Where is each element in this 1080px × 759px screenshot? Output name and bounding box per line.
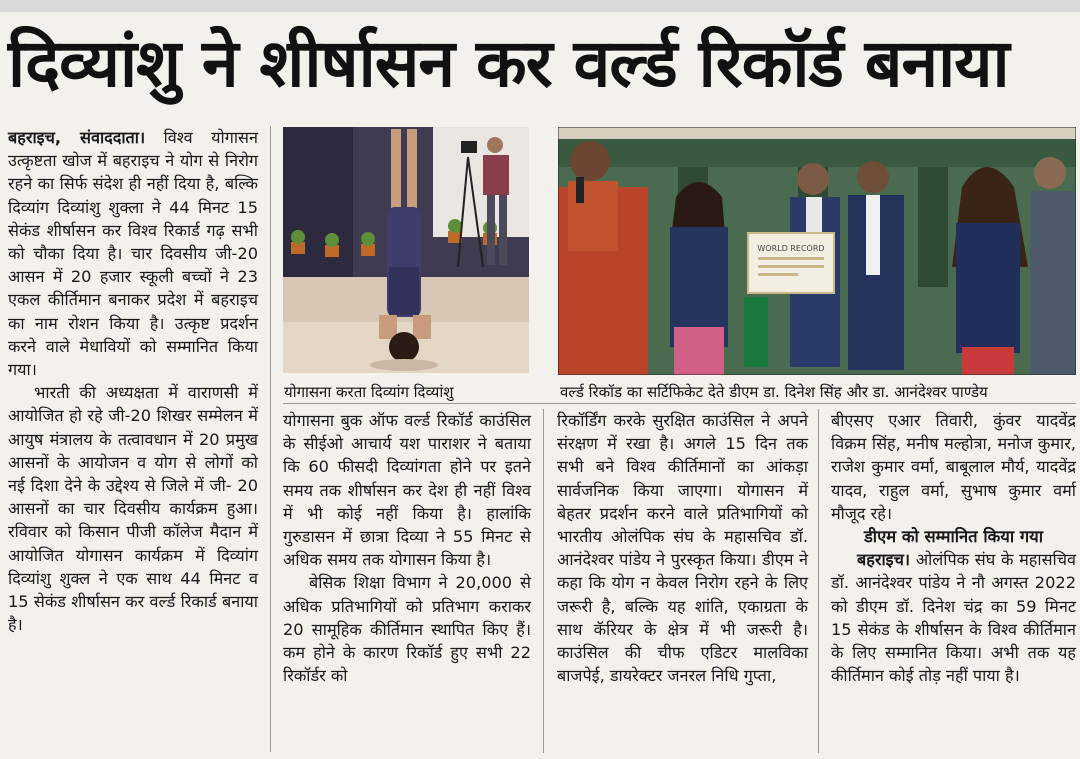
- photo-1-caption: योगासना करता दिव्यांग दिव्यांशु: [284, 383, 454, 401]
- caption-divider: [283, 403, 1076, 404]
- paragraph-4: बेसिक शिक्षा विभाग ने 20,000 से अधिक प्रतिभागियों को प्रतिभाग कराकर 20 सामूहिक कीर्तिमान स्थापित किए हैं। कम होने के कारण रिकॉर्ड हुए सभी 22 रिकॉर्डर को: [283, 573, 531, 686]
- article-column-1: [8, 126, 258, 636]
- paragraph-1: [8, 126, 258, 381]
- certificate-ceremony-image: [558, 127, 1076, 375]
- headline: दिव्यांशु ने शीर्षासन कर वर्ल्ड रिकॉर्ड बनाया: [8, 25, 1009, 102]
- certificate-text: WORLD RECORD: [757, 244, 825, 253]
- article-column-3: [557, 409, 808, 687]
- subheadline: डीएम को सम्मानित किया गया: [863, 527, 1043, 547]
- paragraph-7-text: ओलंपिक संघ के महासचिव डॉ. आनंदेश्वर पांडेय ने नौ अगस्त 2022 को डीएम डॉ. दिनेश चंद्र का 59 मिनट 15 सेकंड के शीर्षासन के विश्व कीर्तिमान के लिए सम्मानित किया। अभी तक यह कीर्तिमान कोई तोड़ नहीं पाया है।: [831, 550, 1076, 686]
- column-divider-2: [543, 409, 544, 753]
- photo-headstand: [283, 127, 529, 373]
- paragraph-3: योगासना बुक ऑफ वर्ल्ड रिकॉर्ड काउंसिल के सीईओ आचार्य यश पाराशर ने बताया कि 60 फीसदी दिव्यांगता होने पर इतने समय तक शीर्षासन कर देश ही नहीं विश्व में भी कोई नहीं किया है। हालांकि गुरुडासन में छात्रा दिव्या ने 55 मिनट से अधिक समय तक योगासन किया है।: [283, 411, 531, 570]
- dateline-2: बहराइच।: [857, 550, 911, 570]
- article-column-4: [831, 409, 1076, 687]
- column-divider: [270, 126, 271, 752]
- paragraph-7: [831, 548, 1076, 687]
- article-column-2: [283, 409, 531, 687]
- paragraph-2: भारती की अध्यक्षता में वाराणसी में आयोजित हो रहे जी-20 शिखर सम्मेलन में आयुष मंत्रालय के तत्वावधान में 20 प्रमुख आसनों के आयोजन व योग से लोगों को नई दिशा देने के उद्देश्य से जिले में जी- 20 आसनों का चार दिवसीय कार्यक्रम हुआ। रविवार को किसान पीजी कॉलेज मैदान में आयोजित योगासन कार्यक्रम में दिव्यांग दिव्यांशु शुक्ल ने एक साथ 44 मिनट व 15 सेकंड शीर्षासन कर वर्ल्ड रिकार्ड बनाया है।: [8, 383, 258, 635]
- paragraph-5: रिकॉर्डिंग करके सुरक्षित काउंसिल ने अपने संरक्षण में रखा है। अगले 15 दिन तक सभी बने विश्व कीर्तिमानों का आंकड़ा सार्वजनिक किया जाएगा। योगासन में बेहतर प्रदर्शन करने वाले प्रतिभागियों को भारतीय ओलंपिक संघ के महासचिव डॉ. आनंदेश्वर पांडेय ने पुरस्कृत किया। डीएम ने कहा कि योग न केवल निरोग रहने के लिए जरूरी है, बल्कि यह शांति, एकाग्रता के साथ कॅरियर के क्षेत्र में भी जरूरी है। काउंसिल की चीफ एडिटर मालविका बाजपेई, डायरेक्टर जनरल निधि गुप्ता,: [557, 411, 808, 686]
- paragraph-1-text: विश्व योगासन उत्कृष्टता खोज में बहराइच ने योग से निरोग रहने का सिर्फ संदेश ही नहीं दिया है, बल्कि दिव्यांग दिव्यांशु शुक्ला ने 44 मिनट 15 सेकंड शीर्षासन कर विश्व रिकार्ड गढ़ सभी को चौका दिया है। चार दिवसीय जी-20 आसन में 20 हजार स्कूली बच्चों ने 23 एकल कीर्तिमान बनाकर प्रदेश में बहराइच का नाम रोशन किया है। उत्कृष्ट प्रदर्शन करने वाले मेधावियों को सम्मानित किया गया।: [8, 128, 258, 380]
- dateline: बहराइच, संवाददाता।: [8, 128, 146, 147]
- paragraph-6: बीएसए एआर तिवारी, कुंवर यादवेंद्र विक्रम सिंह, मनीष मल्होत्रा, मनोज कुमार, राजेश कुमार वर्मा, बाबूलाल मौर्य, यादवेंद्र यादव, राहुल वर्मा, सुभाष कुमार वर्मा मौजूद रहे।: [831, 411, 1076, 523]
- photo-2-caption: वर्ल्ड रिकॉड का सर्टिफिकेट देते डीएम डा. दिनेश सिंह और डा. आनंदेश्वर पाण्डेय: [560, 383, 988, 401]
- column-divider-3: [818, 409, 819, 753]
- headstand-image: [283, 127, 529, 373]
- photo-certificate: [558, 127, 1076, 375]
- page-top-strip: [0, 0, 1080, 12]
